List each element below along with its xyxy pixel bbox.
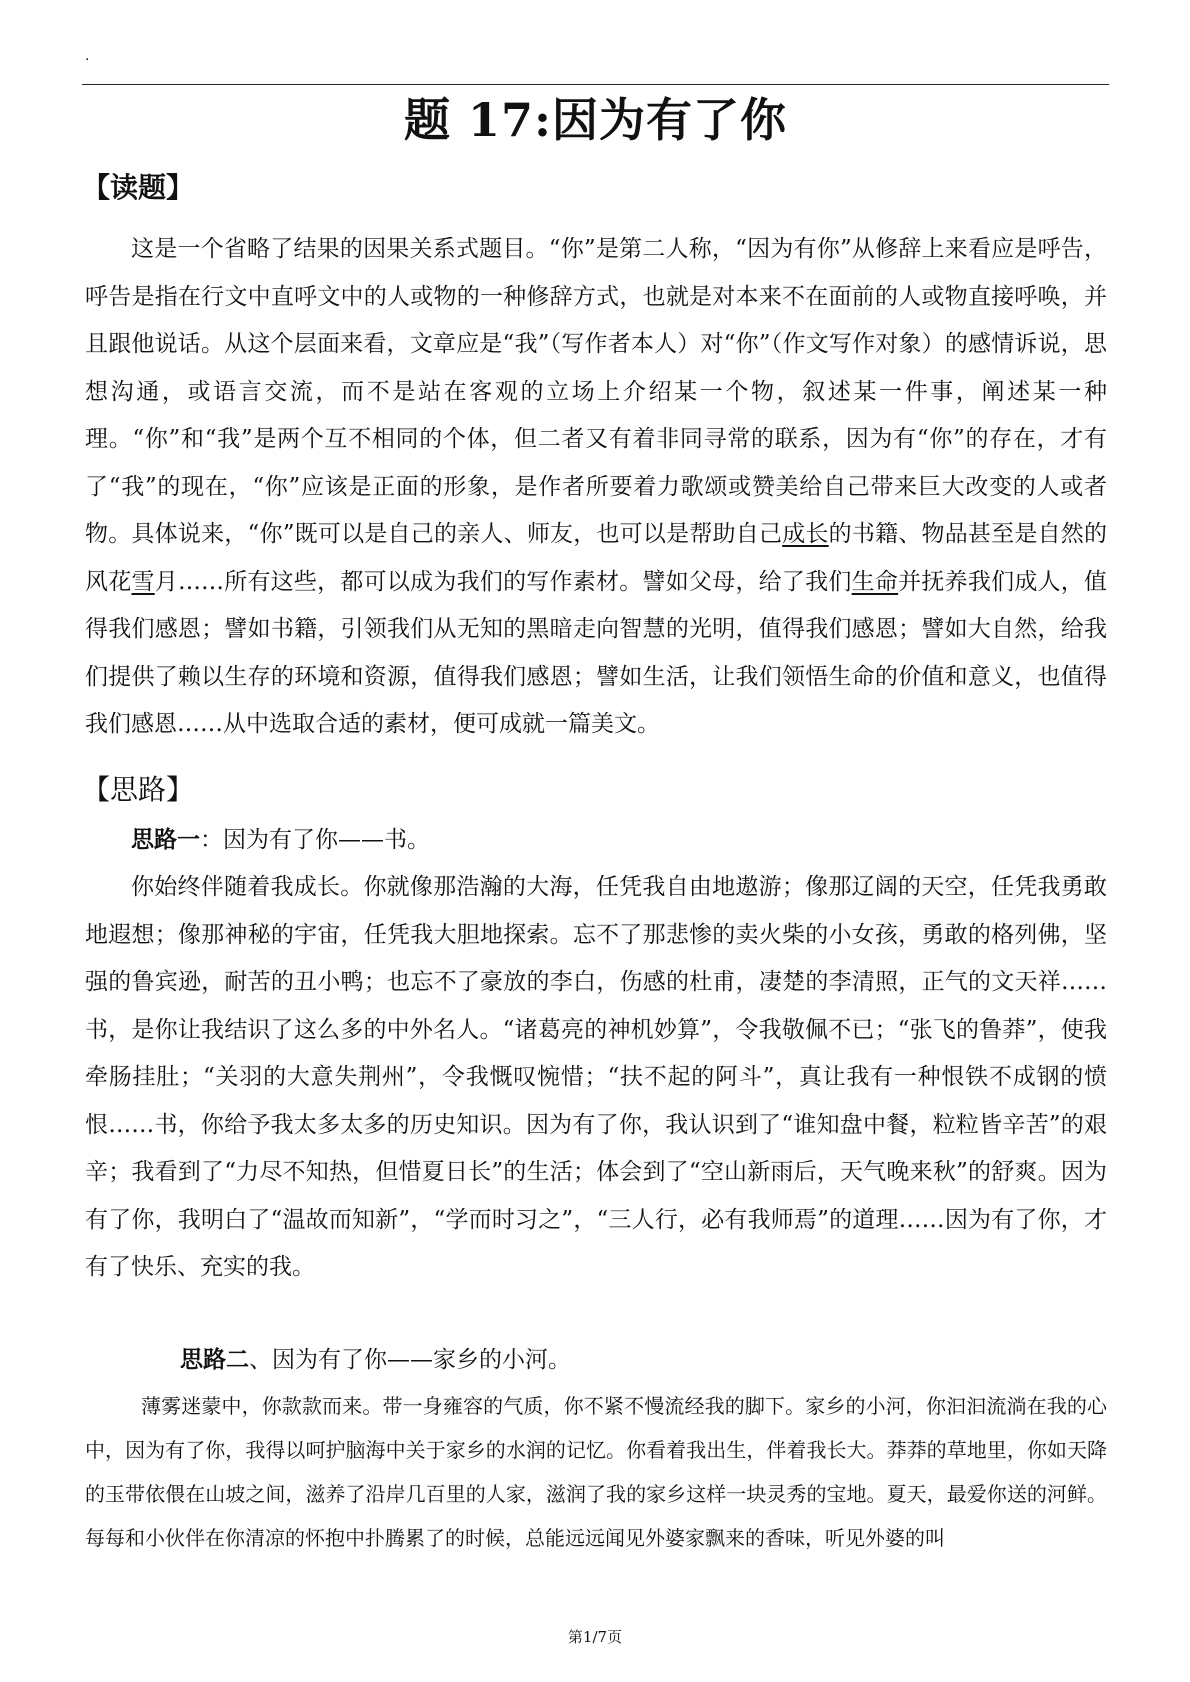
header-rule [82, 84, 1109, 85]
reading-text-2: 的书籍、物品甚至是自然的风花 [85, 521, 1108, 595]
reading-text-1: 这是一个省略了结果的因果关系式题目。“你”是第二人称，“因为有你”从修辞上来看应是呼告，呼告是指在行文中直呼文中的人或物的一种修辞方式，也就是对本来不在面前的人或物直接呼唤，并且跟他说话。从这个层面来看，文章应是“我”（写作者本人）对“你”（作文写作对象）的感情诉说，思想沟通，或语言交流，而不是站在客观的立场上介绍某一个物，叙述某一件事，阐述某一种理。“你”和“我”是两个互不相同的个体，但二者又有着非同寻常的联系，因为有“你”的存在，才有了“我”的现在，“你”应该是正面的形象，是作者所要着力歌颂或赞美给自己带来巨大改变的人或者物。具体说来，“你”既可以是自己的亲人、师友，也可以是帮助自己 [85, 236, 1107, 547]
idea1-title: ：因为有了你——书。 [200, 827, 430, 853]
idea2-paragraph: 薄雾迷蒙中，你款款而来。带一身雍容的气质，你不紧不慢流经我的脚下。家乡的小河，你汩汩流淌在我的心中，因为有了你，我得以呵护脑海中关于家乡的水润的记忆。你看着我出生，伴着我长大。莽莽的草地里，你如天降的玉带依偎在山坡之间，滋养了沿岸几百里的人家，滋润了我的家乡这样一块灵秀的宝地。夏天，最爱你送的河鲜。每每和小伙伴在你清凉的怀抱中扑腾累了的时候，总能远远闻见外婆家飘来的香味，听见外婆的叫 [85, 1394, 1107, 1550]
page-title: 题 17:因为有了你 [403, 93, 787, 147]
page-number: 第1/7页 [567, 1628, 623, 1646]
idea2-heading [180, 1336, 571, 1385]
underlined-word-snow: 雪 [131, 568, 155, 595]
underlined-word-life: 生命 [851, 568, 899, 595]
reading-text-4: 并抚养我们成人，值得我们感恩；譬如书籍，引领我们从无知的黑暗走向智慧的光明，值得我们感恩；譬如大自然，给我们提供了赖以生存的环境和资源，值得我们感恩；譬如生活，让我们领悟生命的价值和意义，也值得我们感恩……从中选取合适的素材，便可成就一篇美文。 [85, 568, 1108, 737]
reading-paragraph [85, 226, 1107, 749]
idea1-paragraph: 你始终伴随着我成长。你就像那浩瀚的大海，任凭我自由地遨游；像那辽阔的天空，任凭我勇敢地遐想；像那神秘的宇宙，任凭我大胆地探索。忘不了那悲惨的卖火柴的小女孩，勇敢的格列佛，坚强的鲁宾逊，耐苦的丑小鸭；也忘不了豪放的李白，伤感的杜甫，凄楚的李清照，正气的文天祥……书，是你让我结识了这么多的中外名人。“诸葛亮的神机妙算”，令我敬佩不已；“张飞的鲁莽”，使我牵肠挂肚；“关羽的大意失荆州”，令我慨叹惋惜；“扶不起的阿斗”，真让我有一种恨铁不成钢的愤恨……书，你给予我太多太多的历史知识。因为有了你，我认识到了“谁知盘中餐，粒粒皆辛苦”的艰辛；我看到了“力尽不知热，但惜夏日长”的生活；体会到了“空山新雨后，天气晚来秋”的舒爽。因为有了你，我明白了“温故而知新”，“学而时习之”，“三人行，必有我师焉”的道理……因为有了你，才有了快乐、充实的我。 [85, 874, 1107, 1280]
reading-text-3: 月……所有这些，都可以成为我们的写作素材。譬如父母，给了我们 [154, 568, 852, 595]
idea1-label: 思路一 [131, 826, 200, 853]
ideas-heading: 【思路】 [82, 773, 195, 806]
idea1-heading [131, 816, 430, 865]
header-dot: · [85, 52, 90, 68]
underlined-word-growth: 成长 [782, 521, 829, 547]
idea2-label: 思路二 [180, 1346, 249, 1373]
idea2-title: 、因为有了你——家乡的小河。 [249, 1347, 571, 1373]
reading-heading: 【读题】 [82, 171, 195, 204]
